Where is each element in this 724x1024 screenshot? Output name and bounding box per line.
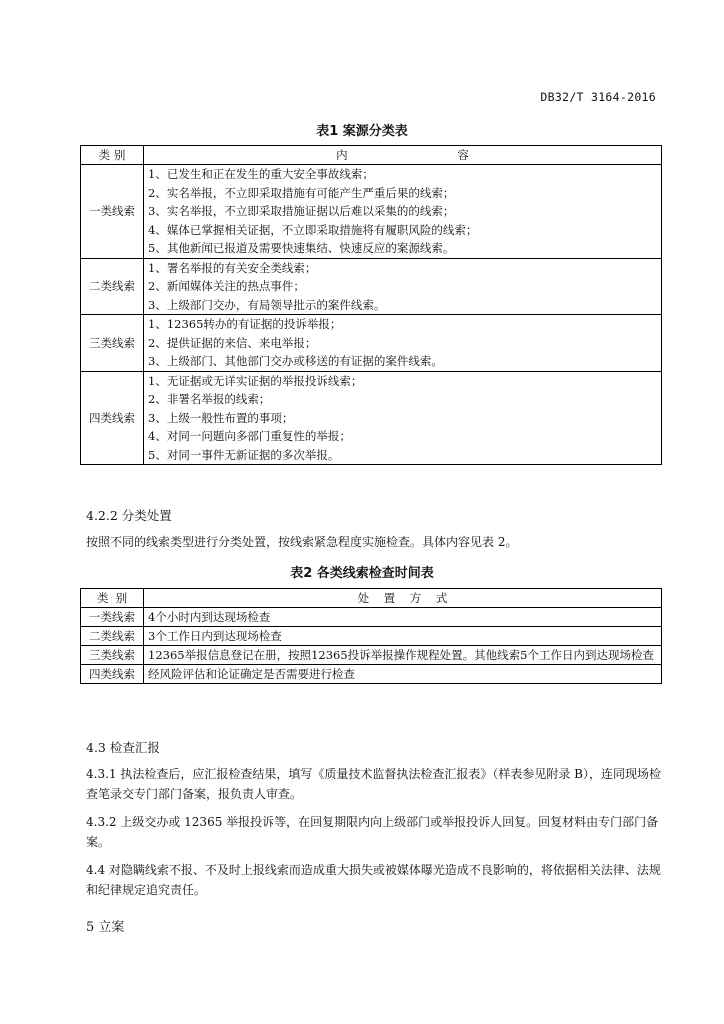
list-item: 3、上级部门交办，有局领导批示的案件线索。 bbox=[148, 297, 386, 312]
list-item: 3、实名举报，不立即采取措施证据以后难以采集的的线索； bbox=[148, 204, 455, 218]
section-4-2-2-text: 按照不同的线索类型进行分类处置，按线索紧急程度实施检查。具体内容见表 2。 bbox=[86, 535, 518, 549]
list-item: 1、12365转办的有证据的投诉举报； bbox=[148, 317, 342, 331]
list-item: 3、上级部门、其他部门交办或移送的有证据的案件线索。 bbox=[148, 354, 443, 368]
list-item: 4、媒体已掌握相关证据，不立即采取措施将有履职风险的线索； bbox=[148, 222, 478, 237]
row-category: 四类线索 bbox=[81, 371, 144, 465]
header-method: 处 置 方 式 bbox=[144, 589, 662, 608]
row-method: 12365举报信息登记在册，按照12365投诉举报操作规程处置。其他线索5个工作日内到达现场检查 bbox=[144, 646, 662, 665]
list-item: 4、对同一问题向多部门重复性的举报； bbox=[148, 429, 351, 443]
list-item: 2、实名举报，不立即采取措施有可能产生严重后果的线索； bbox=[148, 185, 455, 200]
table2-caption: 表2 各类线索检查时间表 bbox=[290, 566, 434, 581]
table-row bbox=[81, 371, 662, 465]
section-4-4-text: 4.4 对隐瞒线索不报、不及时上报线索而造成重大损失或被媒体曝光造成不良影响的，将依据相关法律、法规和纪律规定追究责任。 bbox=[86, 863, 661, 897]
table-header-row bbox=[81, 589, 662, 608]
row-content bbox=[144, 258, 662, 315]
list-item: 3、上级一般性布置的事项； bbox=[148, 410, 294, 425]
list-item: 2、新闻媒体关注的热点事件； bbox=[148, 279, 305, 293]
row-category: 二类线索 bbox=[81, 627, 144, 646]
list-item: 5、对同一事件无新证据的多次举报。 bbox=[148, 447, 340, 462]
section-4-3-2-text: 4.3.2 上级交办或 12365 举报投诉等，在回复期限内向上级部门或举报投诉人回复。回复材料由专门部门备案。 bbox=[86, 815, 659, 849]
table-row bbox=[81, 608, 662, 627]
list-item: 1、署名举报的有关安全类线索； bbox=[148, 260, 317, 275]
table-row bbox=[81, 165, 662, 259]
header-content: 内 容 bbox=[144, 146, 662, 165]
section-4-3-1-text: 4.3.1 执法检查后，应汇报检查结果，填写《质量技术监督执法检查汇报表》（样表参见附录 B），连同现场检查笔录交专门部门备案，报负责人审查。 bbox=[86, 767, 661, 801]
list-item: 1、无证据或无详实证据的举报投诉线索； bbox=[148, 373, 363, 388]
table-header-row bbox=[81, 146, 662, 165]
row-content bbox=[144, 165, 662, 259]
row-category: 三类线索 bbox=[81, 646, 144, 665]
inspection-schedule-table bbox=[80, 588, 662, 684]
row-category: 二类线索 bbox=[81, 258, 144, 315]
list-item: 5、其他新闻已报道及需要快速集结、快速反应的案源线索。 bbox=[148, 241, 455, 255]
row-method: 经风险评估和论证确定是否需要进行检查 bbox=[144, 665, 662, 684]
section-4-3-heading: 4.3 检查汇报 bbox=[86, 740, 160, 755]
table-row bbox=[81, 627, 662, 646]
table-row bbox=[81, 315, 662, 372]
table-row bbox=[81, 258, 662, 315]
list-item: 2、非署名举报的线索； bbox=[148, 392, 271, 406]
row-category: 一类线索 bbox=[81, 165, 144, 259]
case-source-classification-table bbox=[80, 145, 662, 465]
row-category: 三类线索 bbox=[81, 315, 144, 372]
list-item: 1、已发生和正在发生的重大安全事故线索； bbox=[148, 167, 374, 181]
list-item: 2、提供证据的来信、来电举报； bbox=[148, 335, 317, 350]
header-category: 类 别 bbox=[81, 589, 144, 608]
table-row bbox=[81, 646, 662, 665]
row-method: 4个小时内到达现场检查 bbox=[144, 608, 662, 627]
row-method: 3个工作日内到达现场检查 bbox=[144, 627, 662, 646]
row-category: 一类线索 bbox=[81, 608, 144, 627]
section-4-2-2-heading: 4.2.2 分类处置 bbox=[86, 508, 172, 523]
section-5-heading: 5 立案 bbox=[86, 920, 125, 935]
header-category: 类 别 bbox=[81, 146, 144, 165]
row-category: 四类线索 bbox=[81, 665, 144, 684]
row-content bbox=[144, 371, 662, 465]
row-content bbox=[144, 315, 662, 372]
table1-caption: 表1 案源分类表 bbox=[316, 124, 408, 139]
document-number: DB32/T 3164-2016 bbox=[540, 90, 656, 104]
table-row bbox=[81, 665, 662, 684]
